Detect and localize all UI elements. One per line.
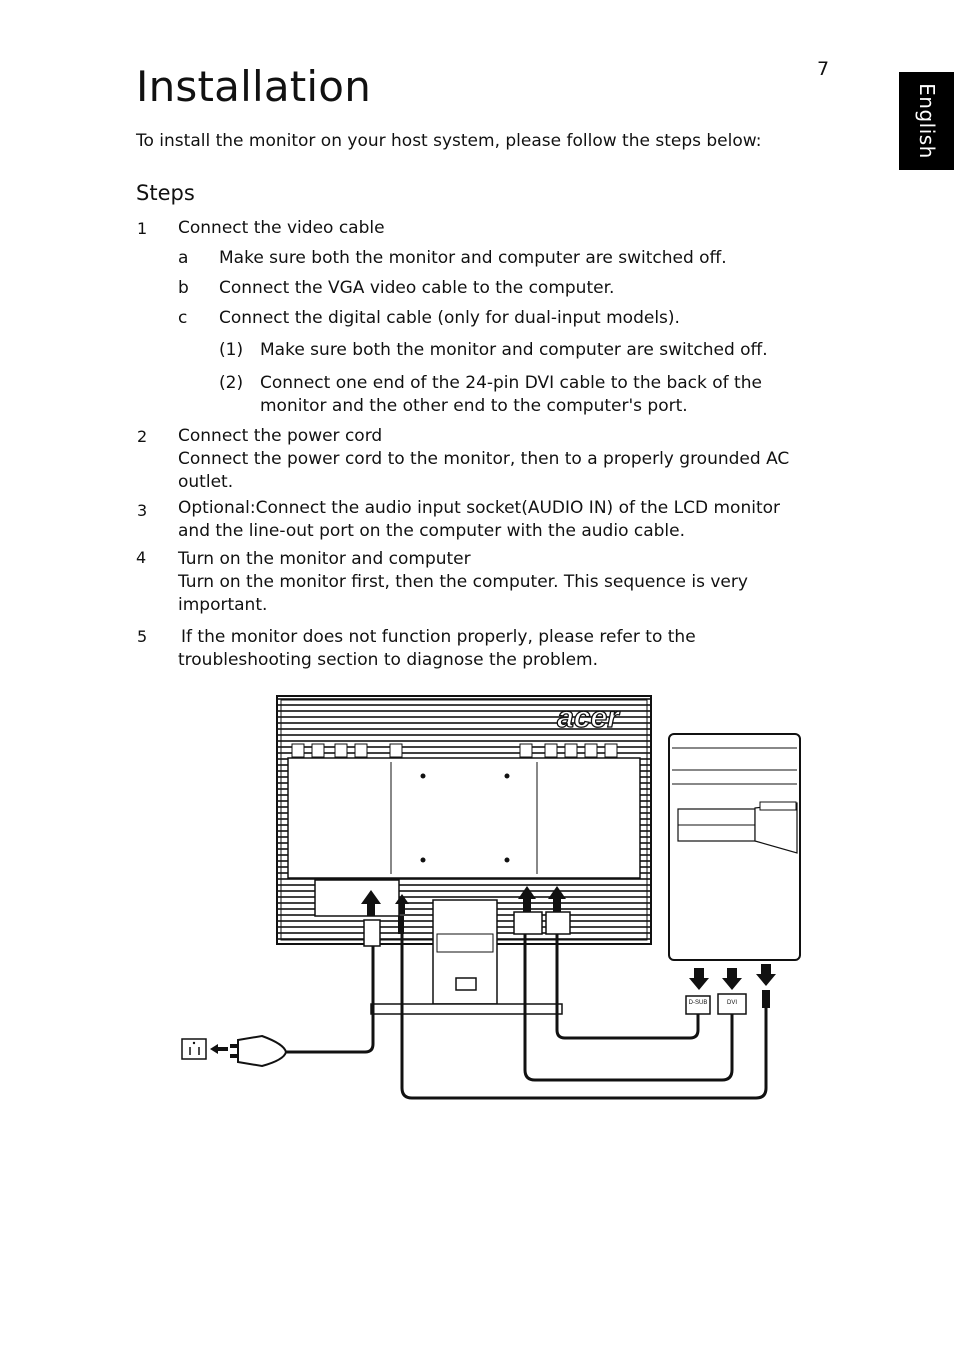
page-title: Installation	[136, 62, 372, 111]
arrow-down-icon	[689, 968, 709, 990]
acer-logo: acer	[557, 701, 619, 734]
step-text-line3: outlet.	[178, 472, 234, 492]
substep-text: Make sure both the monitor and computer are switched off.	[219, 248, 727, 268]
substep-letter: c	[178, 308, 188, 328]
audio-plug-monitor	[398, 916, 404, 934]
port-label-dsub: D-SUB	[688, 1000, 708, 1006]
step-number: 5	[137, 627, 148, 646]
step-text-line2: Turn on the monitor first, then the computer. This sequence is very	[178, 572, 748, 592]
power-plug-icon	[230, 1036, 286, 1066]
step-text-line2: troubleshooting section to diagnose the problem.	[178, 650, 598, 670]
intro-text: To install the monitor on your host system, please follow the steps below:	[136, 131, 762, 151]
arrow-down-icon	[756, 964, 776, 986]
step-text-line2: Connect the power cord to the monitor, then to a properly grounded AC	[178, 449, 790, 469]
pc-tower	[669, 734, 800, 960]
audio-plug	[762, 990, 770, 1008]
step-number: 1	[137, 219, 148, 238]
substep-text: Connect the VGA video cable to the computer.	[219, 278, 615, 298]
step-text-line2: and the line-out port on the computer with the audio cable.	[178, 521, 686, 541]
arrow-left-icon	[210, 1044, 228, 1054]
step-text-line1: If the monitor does not function properly, please refer to the	[181, 627, 696, 647]
subsubstep-marker: (2)	[219, 373, 244, 393]
step-title: Turn on the monitor and computer	[178, 549, 471, 569]
substep-letter: a	[178, 248, 189, 268]
step-text-line3: important.	[178, 595, 268, 615]
subsubstep-marker: (1)	[219, 340, 244, 360]
substep-letter: b	[178, 278, 189, 298]
step-number: 2	[137, 427, 148, 446]
page-number: 7	[817, 58, 830, 80]
arrow-down-icon	[722, 968, 742, 990]
step-number: 3	[137, 501, 148, 520]
step-title: Connect the video cable	[178, 218, 385, 238]
step-number: 4	[136, 548, 147, 567]
power-plug-monitor	[364, 920, 380, 946]
monitor-rear	[277, 696, 651, 1014]
substep-text: Connect the digital cable (only for dual-input models).	[219, 308, 680, 328]
wall-outlet-icon	[182, 1039, 206, 1059]
step-text-line1: Optional:Connect the audio input socket(AUDIO IN) of the LCD monitor	[178, 498, 781, 518]
subsubstep-text-line2: monitor and the other end to the computer's port.	[260, 396, 688, 416]
subsubstep-text: Make sure both the monitor and computer are switched off.	[260, 340, 768, 360]
port-label-dvi: DVI	[726, 1000, 738, 1006]
steps-heading: Steps	[136, 181, 195, 205]
subsubstep-text-line1: Connect one end of the 24-pin DVI cable to the back of the	[260, 373, 762, 393]
step-title: Connect the power cord	[178, 426, 383, 446]
language-tab-label: English	[914, 83, 939, 159]
